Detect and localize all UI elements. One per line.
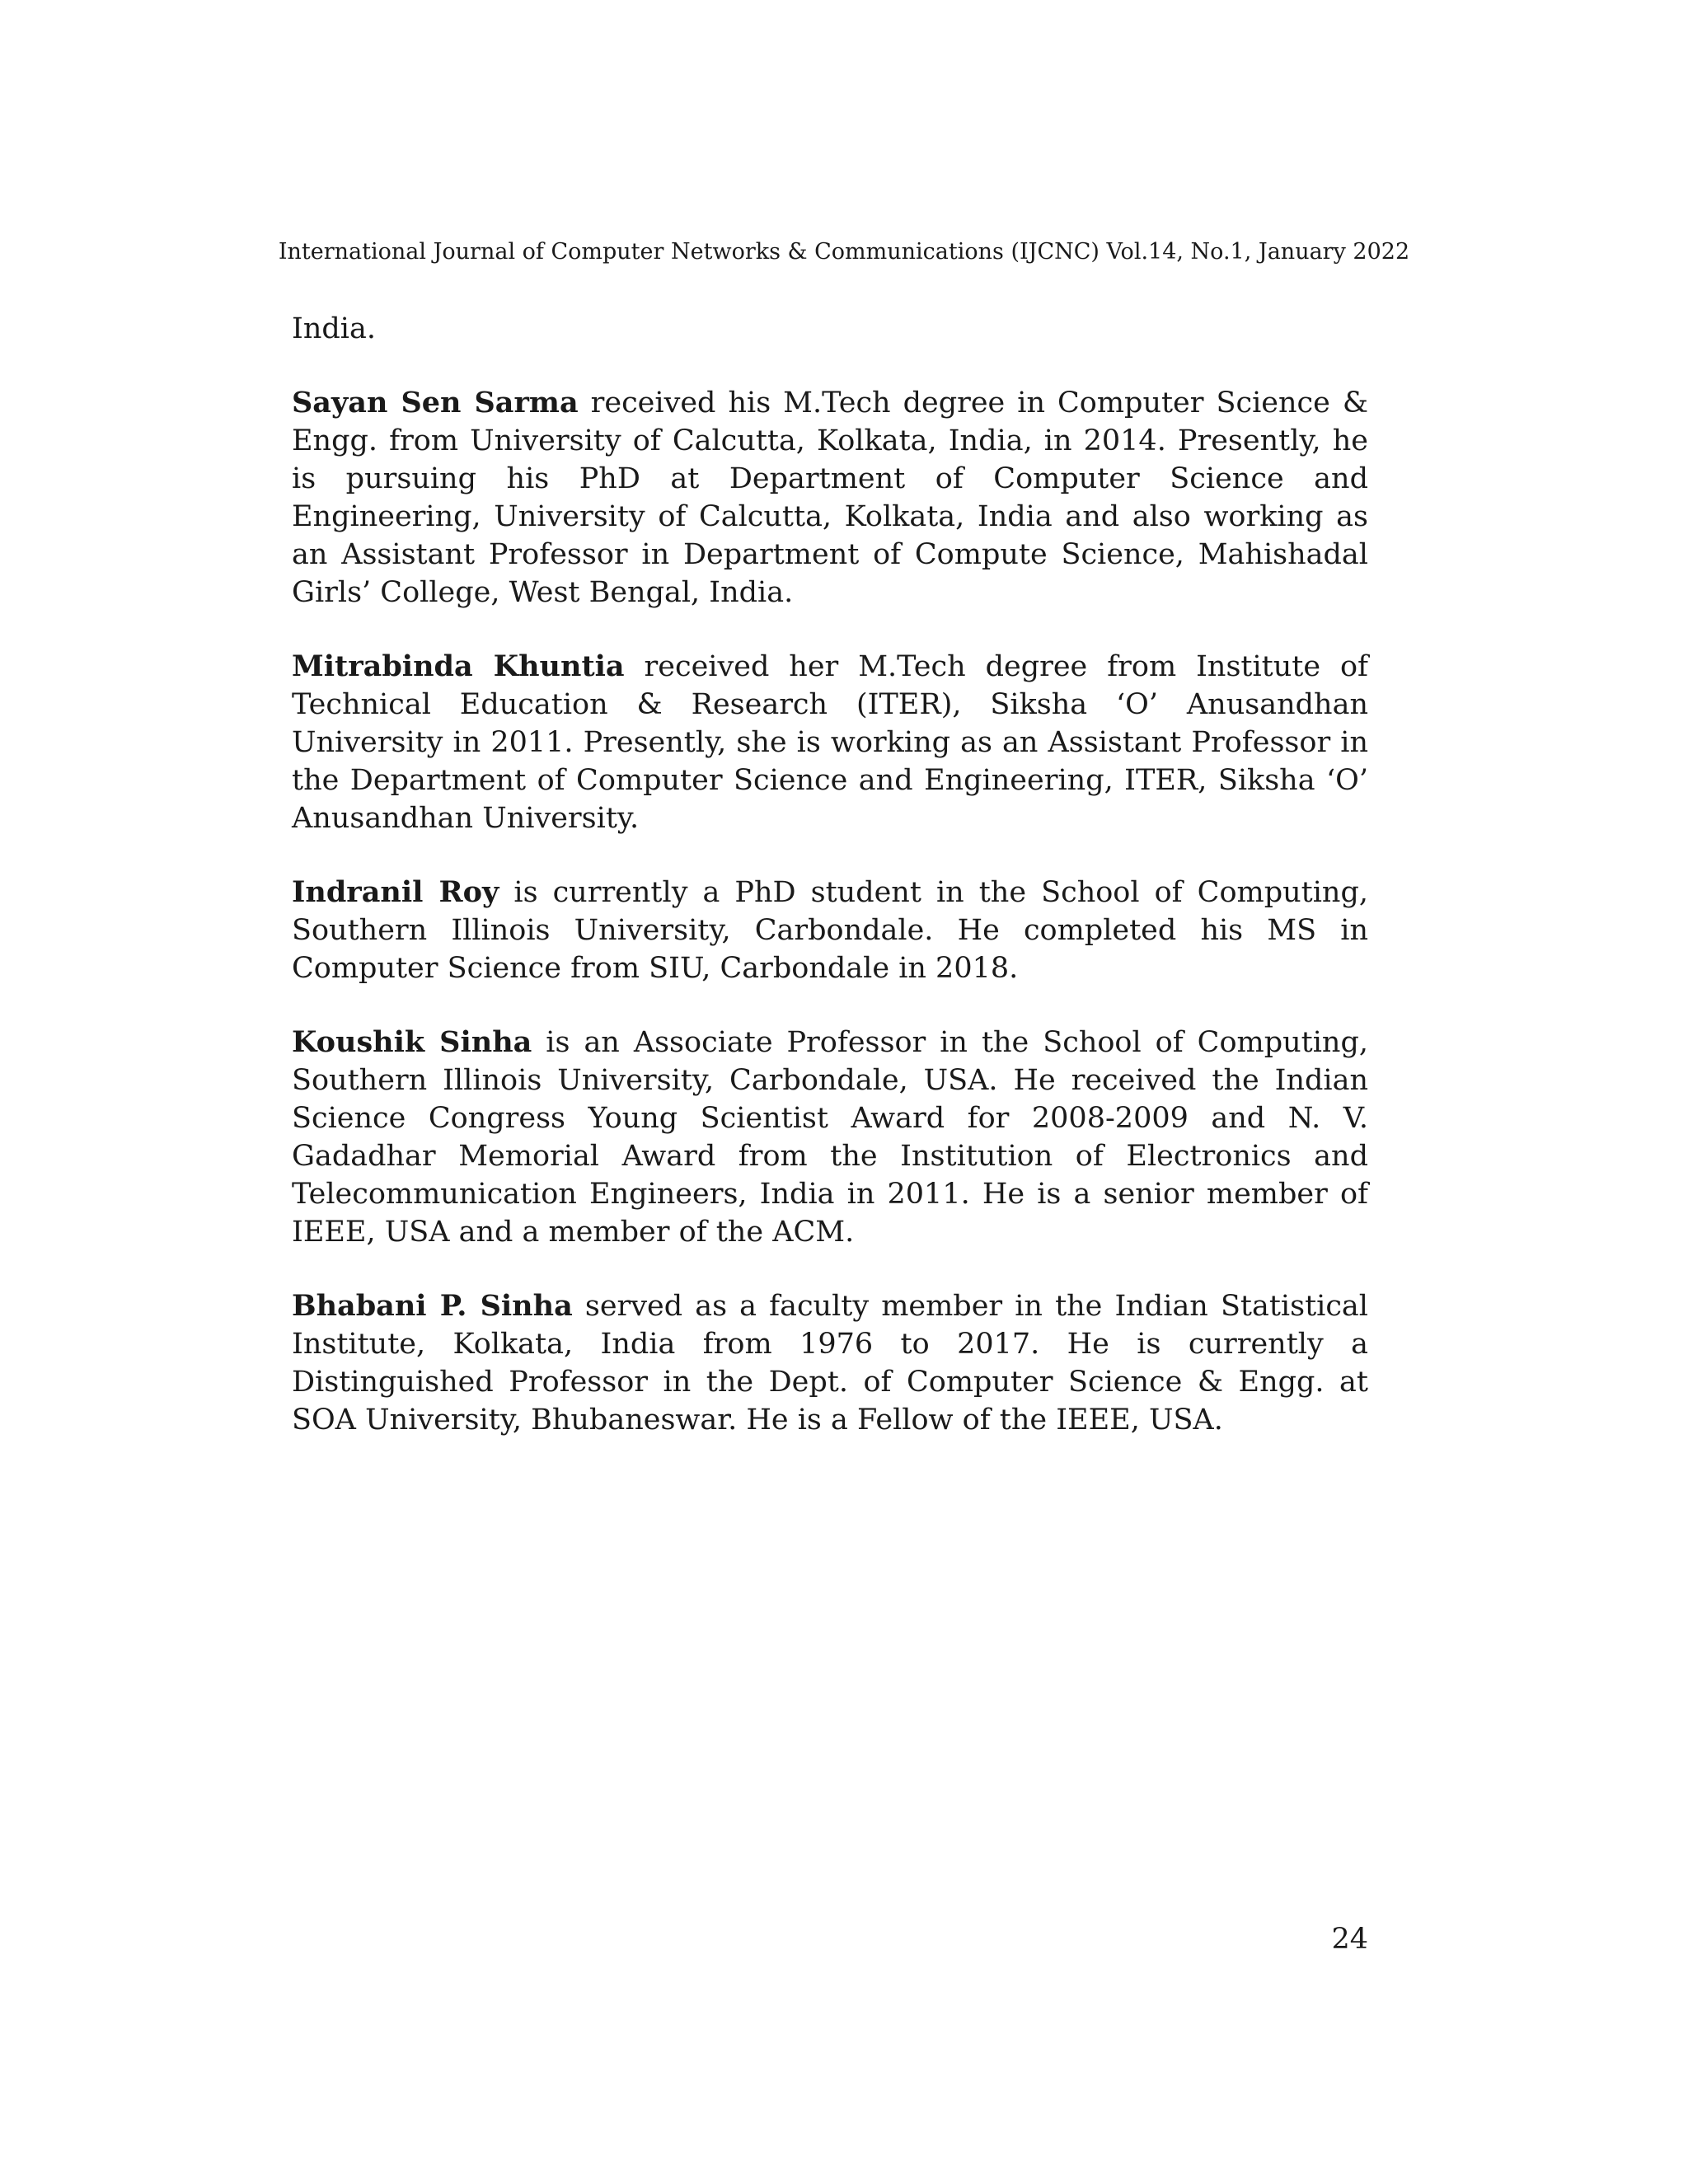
bio-text: received his M.Tech degree in Computer Science & Engg. from University of Calcutta, Kolkata, India, in 2014. Presently, he is pursuing his PhD at Department of Computer Science and Engineering, University of Calcutta, Kolkata, India and also working as an Assistant Professor in Department of Compute Science, Mahishadal Girls’ College, West Bengal, India. bbox=[292, 387, 1368, 609]
running-header: International Journal of Computer Networks & Communications (IJCNC) Vol.14, No.1, January 2022 bbox=[278, 239, 1410, 265]
page-number: 24 bbox=[1331, 1923, 1368, 1956]
continuation-text: India. bbox=[292, 312, 376, 345]
bio-mitrabinda-khuntia bbox=[292, 648, 1368, 837]
bio-text: is an Associate Professor in the School of Computing, Southern Illinois University, Carbondale, USA. He received the Indian Science Congress Young Scientist Award for 2008-2009 and N. V. Gadadhar Memorial Award from the Institution of Electronics and Telecommunication Engineers, India in 2011. He is a senior member of IEEE, USA and a member of the ACM. bbox=[292, 1026, 1368, 1249]
bio-author-name: Sayan Sen Sarma bbox=[292, 386, 579, 419]
bio-bhabani-p-sinha bbox=[292, 1287, 1368, 1439]
bio-author-name: Indranil Roy bbox=[292, 875, 499, 909]
bio-text: received her M.Tech degree from Institute of Technical Education & Research (ITER), Siksha ‘O’ Anusandhan University in 2011. Presently, she is working as an Assistant Professor in the Department of Computer Science and Engineering, ITER, Siksha ‘O’ Anusandhan University. bbox=[292, 650, 1369, 835]
bio-indranil-roy bbox=[292, 874, 1368, 987]
bio-author-name: Koushik Sinha bbox=[292, 1025, 532, 1059]
bio-koushik-sinha bbox=[292, 1024, 1368, 1251]
bio-author-name: Bhabani P. Sinha bbox=[292, 1289, 573, 1323]
bio-sayan-sen-sarma bbox=[292, 384, 1368, 612]
bio-text: served as a faculty member in the Indian Statistical Institute, Kolkata, India from 1976 to 2017. He is currently a Distinguished Professor in the Dept. of Computer Science & Engg. at SOA University, Bhubaneswar. He is a Fellow of the IEEE, USA. bbox=[292, 1290, 1368, 1436]
bio-author-name: Mitrabinda Khuntia bbox=[292, 649, 625, 683]
bio-text: is currently a PhD student in the School of Computing, Southern Illinois University, Carbondale. He completed his MS in Computer Science from SIU, Carbondale in 2018. bbox=[292, 876, 1369, 985]
author-biographies bbox=[292, 310, 1368, 1475]
